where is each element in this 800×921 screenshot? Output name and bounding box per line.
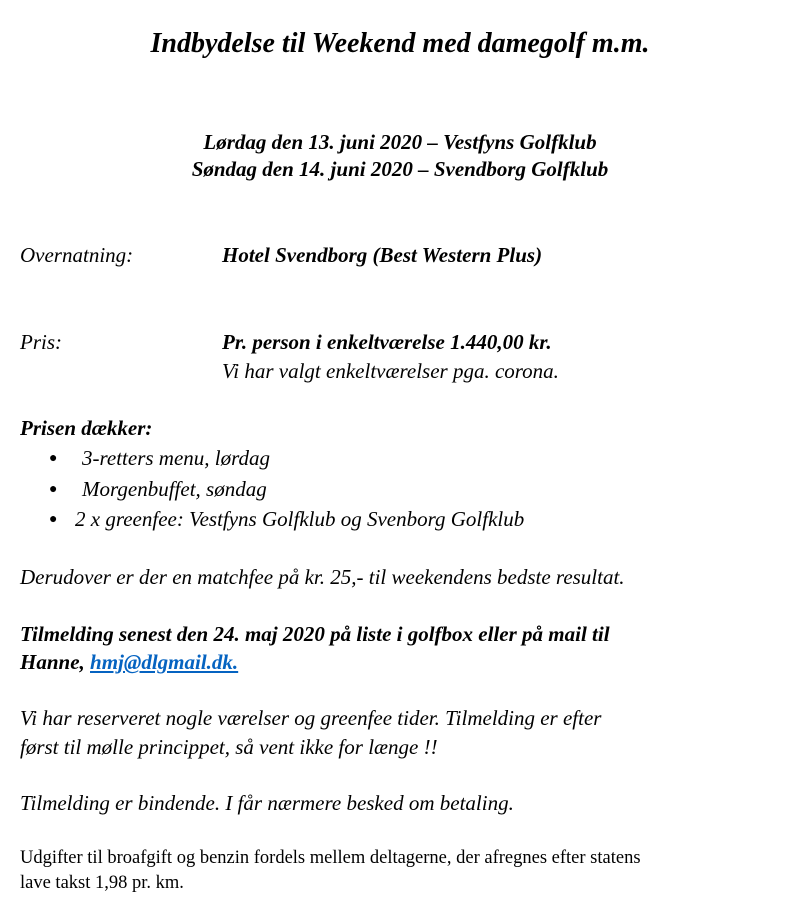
covers-item: 2 x greenfee: Vestfyns Golfklub og Svenborg Golfklub [75, 507, 525, 531]
page-title: Indbydelse til Weekend med damegolf m.m. [150, 28, 650, 59]
bullet-icon: ● [49, 482, 58, 497]
signup-line-2 [20, 650, 238, 675]
costs-line-2: lave takst 1,98 pr. km. [20, 873, 184, 893]
bullet-icon: ● [49, 512, 58, 527]
price-value: Pr. person i enkeltværelse 1.440,00 kr. [222, 330, 552, 354]
binding-text: Tilmelding er bindende. I får nærmere besked om betaling. [20, 791, 514, 815]
reservation-line-1: Vi har reserveret nogle værelser og greenfee tider. Tilmelding er efter [20, 706, 602, 730]
bullet-icon: ● [49, 451, 58, 466]
date-line-sunday: Søndag den 14. juni 2020 – Svendborg Golfklub [191, 157, 609, 181]
matchfee-text: Derudover er der en matchfee på kr. 25,- til weekendens bedste resultat. [20, 565, 625, 589]
signup-prefix: Hanne, [20, 650, 91, 674]
signup-line-1: Tilmelding senest den 24. maj 2020 på liste i golfbox eller på mail til [20, 622, 610, 646]
covers-item: Morgenbuffet, søndag [82, 477, 267, 501]
covers-heading: Prisen dækker: [20, 416, 153, 440]
date-line-saturday: Lørdag den 13. juni 2020 – Vestfyns Golfklub [203, 130, 597, 154]
price-note: Vi har valgt enkeltværelser pga. corona. [222, 359, 559, 383]
costs-line-1: Udgifter til broafgift og benzin fordels mellem deltagerne, der afregnes efter statens [20, 848, 641, 868]
email-link[interactable]: hmj@dlgmail.dk. [90, 650, 239, 674]
reservation-line-2: først til mølle princippet, så vent ikke for længe !! [20, 735, 438, 759]
price-label: Pris: [20, 330, 62, 354]
lodging-label: Overnatning: [20, 243, 134, 267]
covers-item: 3-retters menu, lørdag [82, 446, 271, 470]
lodging-value: Hotel Svendborg (Best Western Plus) [222, 243, 543, 267]
